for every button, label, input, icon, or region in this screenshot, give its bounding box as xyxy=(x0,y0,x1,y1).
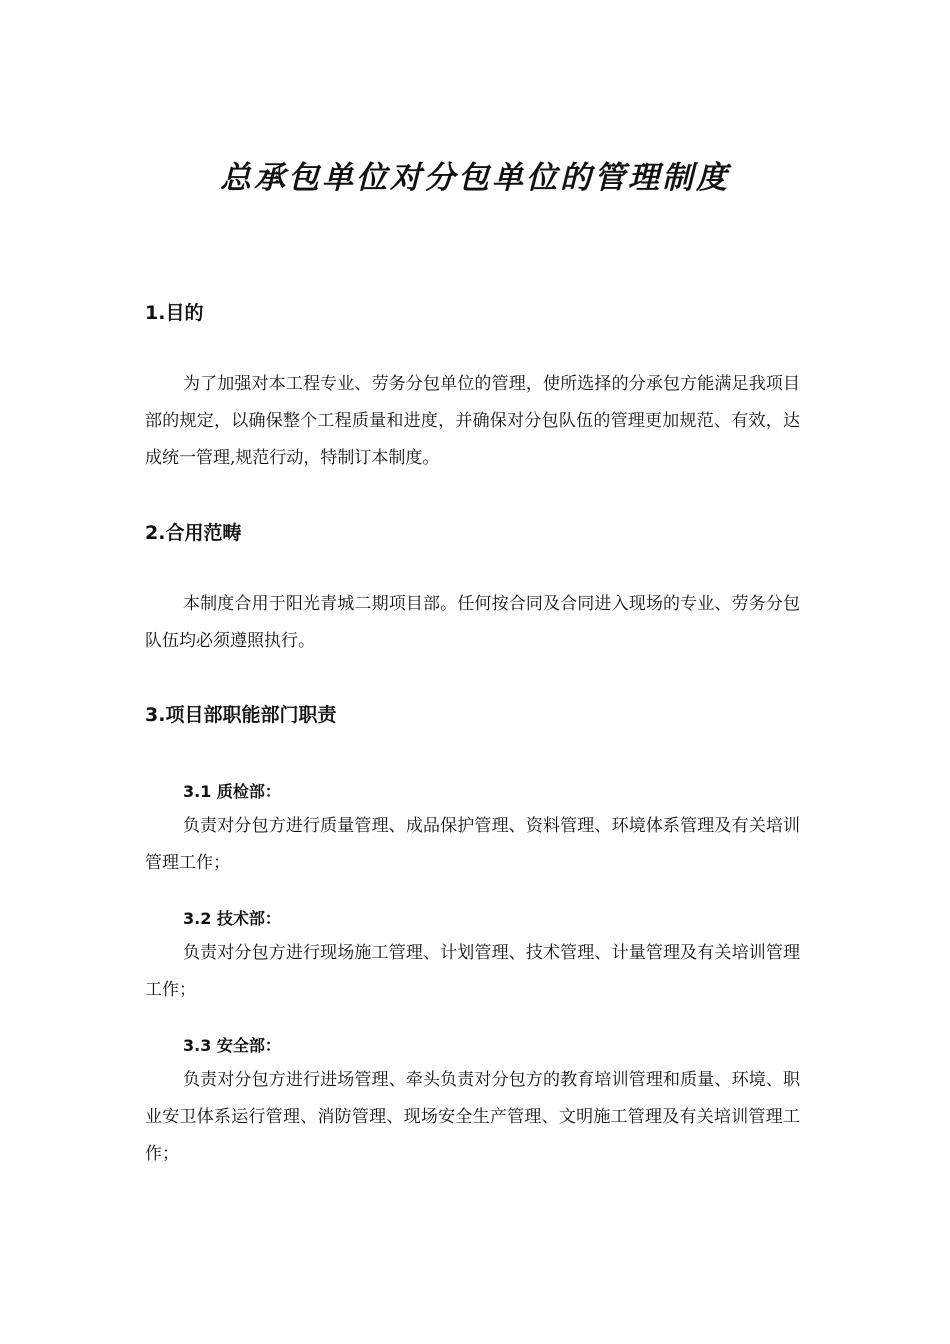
section-3-heading: 3.项目部职能部门职责 xyxy=(145,704,337,726)
subsection-3-3-heading: 3.3 安全部： xyxy=(183,1036,281,1055)
subsection-3-2-body: 负责对分包方进行现场施工管理、计划管理、技术管理、计量管理及有关培训管理工作； xyxy=(145,943,800,1000)
subsection-3-1-body: 负责对分包方进行质量管理、成品保护管理、资料管理、环境体系管理及有关培训管理工作； xyxy=(145,816,800,873)
document-title: 总承包单位对分包单位的管理制度 xyxy=(220,160,730,196)
section-2-body: 本制度合用于阳光青城二期项目部。任何按合同及合同进入现场的专业、劳务分包队伍均必须遵照执行。 xyxy=(145,594,800,651)
subsection-3-2-heading: 3.2 技术部： xyxy=(183,909,281,928)
section-2-heading: 2.合用范畴 xyxy=(145,522,242,544)
subsection-3-1-heading: 3.1 质检部： xyxy=(183,782,281,801)
subsection-3-3-body: 负责对分包方进行进场管理、牵头负责对分包方的教育培训管理和质量、环境、职业安卫体系运行管理、消防管理、现场安全生产管理、文明施工管理及有关培训管理工作； xyxy=(145,1070,800,1164)
section-1-body: 为了加强对本工程专业、劳务分包单位的管理，使所选择的分承包方能满足我项目部的规定，以确保整个工程质量和进度，并确保对分包队伍的管理更加规范、有效，达成统一管理,规范行动，特制订本制度。 xyxy=(145,374,800,468)
section-1-heading: 1.目的 xyxy=(145,302,204,324)
